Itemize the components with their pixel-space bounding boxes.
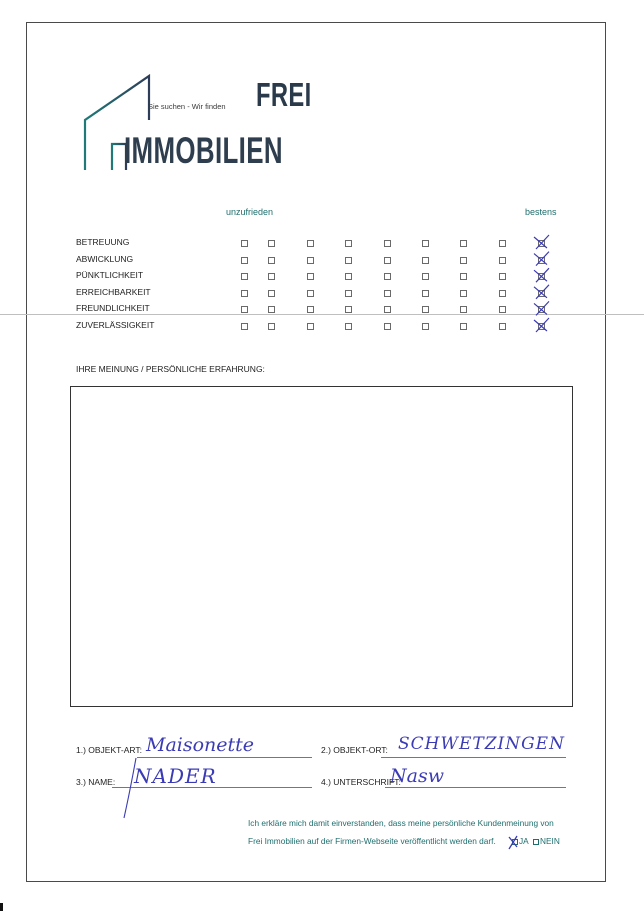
object-type-line (137, 757, 312, 758)
rating-checkbox-r6-c5[interactable] (384, 323, 391, 330)
criterion-label-4: ERREICHBARKEIT (76, 286, 151, 297)
rating-checkbox-r2-c1[interactable] (241, 257, 248, 264)
name-field[interactable]: NADER (134, 764, 217, 788)
rating-checkbox-r1-c9[interactable] (538, 240, 545, 247)
criterion-label-3: PÜNKTLICHKEIT (76, 270, 144, 281)
rating-checkbox-r6-c4[interactable] (345, 323, 352, 330)
signature-field[interactable]: Nasw (390, 765, 444, 787)
object-location-label: 2.) OBJEKT-ORT: (321, 745, 388, 755)
rating-checkbox-r1-c1[interactable] (241, 240, 248, 247)
signature-label: 4.) UNTERSCHRIFT: (321, 777, 401, 787)
logo-word-immobilien: IMMOBILIEN (124, 130, 283, 171)
rating-checkbox-r3-c7[interactable] (460, 273, 467, 280)
rating-checkbox-r6-c6[interactable] (422, 323, 429, 330)
scale-low-label: unzufrieden (226, 207, 274, 217)
rating-checkbox-r3-c3[interactable] (307, 273, 314, 280)
rating-checkbox-r4-c9[interactable] (538, 290, 545, 297)
rating-checkbox-r1-c3[interactable] (307, 240, 314, 247)
opinion-label: IHRE MEINUNG / PERSÖNLICHE ERFAHRUNG: (76, 364, 265, 374)
consent-text-line1: Ich erkläre mich damit einverstanden, dass meine persönliche Kundenmeinung von (248, 818, 554, 828)
consent-no-label: NEIN (540, 836, 560, 846)
name-label: 3.) NAME: (76, 777, 116, 787)
rating-checkbox-r4-c4[interactable] (345, 290, 352, 297)
signature-line (385, 787, 566, 788)
rating-checkbox-r6-c8[interactable] (499, 323, 506, 330)
rating-checkbox-r2-c2[interactable] (268, 257, 275, 264)
object-type-field[interactable]: Maisonette (146, 734, 255, 756)
scan-edge-mark (0, 903, 3, 911)
rating-checkbox-r3-c6[interactable] (422, 273, 429, 280)
rating-checkbox-r4-c6[interactable] (422, 290, 429, 297)
rating-checkbox-r6-c9[interactable] (538, 323, 545, 330)
rating-checkbox-r5-c8[interactable] (499, 306, 506, 313)
rating-checkbox-r5-c4[interactable] (345, 306, 352, 313)
rating-checkbox-r3-c9[interactable] (538, 273, 545, 280)
rating-checkbox-r4-c2[interactable] (268, 290, 275, 297)
rating-checkbox-r2-c6[interactable] (422, 257, 429, 264)
rating-checkbox-r5-c2[interactable] (268, 306, 275, 313)
rating-checkbox-r5-c7[interactable] (460, 306, 467, 313)
rating-checkbox-r3-c5[interactable] (384, 273, 391, 280)
rating-checkbox-r3-c8[interactable] (499, 273, 506, 280)
rating-checkbox-r1-c8[interactable] (499, 240, 506, 247)
rating-checkbox-r5-c6[interactable] (422, 306, 429, 313)
paper-fold-line (0, 314, 644, 315)
rating-checkbox-r6-c7[interactable] (460, 323, 467, 330)
rating-checkbox-r4-c1[interactable] (241, 290, 248, 297)
rating-checkbox-r4-c8[interactable] (499, 290, 506, 297)
object-location-field[interactable]: SCHWETZINGEN (398, 734, 565, 754)
rating-checkbox-r1-c6[interactable] (422, 240, 429, 247)
rating-checkbox-r1-c5[interactable] (384, 240, 391, 247)
rating-checkbox-r2-c9[interactable] (538, 257, 545, 264)
consent-text-line2: Frei Immobilien auf der Firmen-Webseite veröffentlicht werden darf. (248, 836, 496, 846)
rating-checkbox-r2-c7[interactable] (460, 257, 467, 264)
rating-checkbox-r2-c5[interactable] (384, 257, 391, 264)
rating-checkbox-r2-c4[interactable] (345, 257, 352, 264)
object-location-line (381, 757, 566, 758)
rating-checkbox-r3-c1[interactable] (241, 273, 248, 280)
rating-checkbox-r2-c8[interactable] (499, 257, 506, 264)
rating-checkbox-r4-c5[interactable] (384, 290, 391, 297)
rating-checkbox-r2-c3[interactable] (307, 257, 314, 264)
rating-checkbox-r6-c3[interactable] (307, 323, 314, 330)
rating-checkbox-r6-c2[interactable] (268, 323, 275, 330)
logo-slogan: Sie suchen - Wir finden (148, 102, 226, 111)
rating-checkbox-r5-c1[interactable] (241, 306, 248, 313)
rating-checkbox-r5-c5[interactable] (384, 306, 391, 313)
consent-no-checkbox[interactable] (533, 839, 539, 845)
criterion-label-1: BETREUUNG (76, 237, 130, 247)
rating-checkbox-r3-c2[interactable] (268, 273, 275, 280)
company-logo (82, 72, 322, 182)
scale-high-label: bestens (525, 207, 557, 217)
criterion-label-6: ZUVERLÄSSIGKEIT (76, 320, 155, 330)
consent-yes-checkbox[interactable] (512, 839, 518, 845)
criterion-label-5: FREUNDLICHKEIT (76, 303, 150, 314)
rating-checkbox-r1-c2[interactable] (268, 240, 275, 247)
rating-checkbox-r1-c4[interactable] (345, 240, 352, 247)
rating-checkbox-r5-c9[interactable] (538, 306, 545, 313)
consent-yes-label: JA (519, 836, 529, 846)
logo-word-frei: FREI (256, 76, 312, 113)
rating-checkbox-r5-c3[interactable] (307, 306, 314, 313)
rating-checkbox-r6-c1[interactable] (241, 323, 248, 330)
rating-checkbox-r1-c7[interactable] (460, 240, 467, 247)
rating-checkbox-r4-c3[interactable] (307, 290, 314, 297)
opinion-textarea[interactable] (70, 386, 573, 707)
rating-checkbox-r4-c7[interactable] (460, 290, 467, 297)
criterion-label-2: ABWICKLUNG (76, 253, 134, 264)
object-type-label: 1.) OBJEKT-ART: (76, 745, 142, 755)
rating-checkbox-r3-c4[interactable] (345, 273, 352, 280)
